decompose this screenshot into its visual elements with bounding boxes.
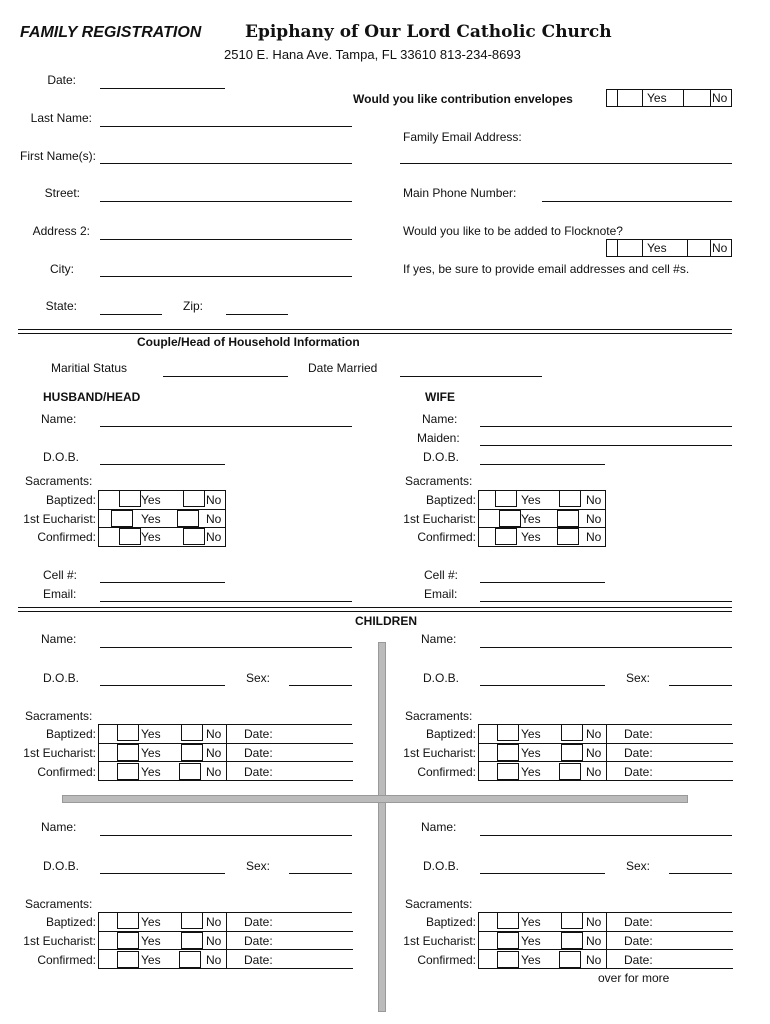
first-names-field[interactable]: [100, 163, 352, 164]
no-label: No: [586, 512, 602, 526]
children-horizontal-divider: [62, 795, 688, 803]
child-block-3: [0, 820, 385, 980]
street-field[interactable]: [100, 201, 352, 202]
church-name: Epiphany of Our Lord Catholic Church: [245, 22, 612, 42]
date-label: Date:: [624, 953, 653, 967]
yes-label: Yes: [141, 512, 161, 526]
child-sex-label: Sex:: [246, 671, 271, 685]
child-2-confirmed-no[interactable]: [559, 763, 581, 780]
husband-dob-label: D.O.B.: [43, 450, 80, 464]
husband-eucharist-label: 1st Eucharist:: [23, 512, 96, 526]
wife-confirmed-label: Confirmed:: [417, 530, 476, 544]
wife-cell-field[interactable]: [480, 582, 605, 583]
child-name-label: Name:: [421, 632, 457, 646]
child-2-baptized-yes[interactable]: [497, 724, 519, 741]
no-label: No: [206, 512, 222, 526]
last-name-field[interactable]: [100, 126, 352, 127]
street-label: Street:: [44, 186, 80, 200]
child-2-eucharist-yes[interactable]: [497, 744, 519, 761]
child-2-dob-field[interactable]: [480, 685, 605, 686]
husband-baptized-yes[interactable]: [119, 490, 141, 507]
child-3-sacrament-grid: [98, 912, 352, 969]
no-label: No: [586, 953, 602, 967]
marital-status-field[interactable]: [163, 376, 288, 377]
child-4-dob-field[interactable]: [480, 873, 605, 874]
wife-sacraments-label: Sacraments:: [405, 474, 473, 488]
child-3-sex-field[interactable]: [289, 873, 352, 874]
child-dob-label: D.O.B.: [423, 671, 460, 685]
child-4-confirmed-yes[interactable]: [497, 951, 519, 968]
no-label: No: [206, 746, 222, 760]
child-3-dob-field[interactable]: [100, 873, 225, 874]
husband-eucharist-no[interactable]: [177, 510, 199, 527]
yes-label: Yes: [521, 746, 541, 760]
date-label: Date:: [624, 727, 653, 741]
date-married-label: Date Married: [308, 361, 378, 375]
wife-baptized-label: Baptized:: [425, 493, 476, 507]
flocknote-no-label: No: [712, 241, 728, 255]
husband-heading: HUSBAND/HEAD: [43, 390, 141, 404]
no-label: No: [206, 530, 222, 544]
husband-name-field[interactable]: [100, 426, 352, 427]
address2-field[interactable]: [100, 239, 352, 240]
date-label: Date:: [624, 934, 653, 948]
no-label: No: [586, 530, 602, 544]
child-1-dob-field[interactable]: [100, 685, 225, 686]
date-label: Date:: [244, 727, 273, 741]
husband-baptized-label: Baptized:: [45, 493, 96, 507]
zip-label: Zip:: [183, 299, 204, 313]
wife-name-field[interactable]: [480, 426, 732, 427]
child-1-confirmed-yes[interactable]: [117, 763, 139, 780]
no-label: No: [586, 493, 602, 507]
city-label: City:: [50, 262, 74, 276]
child-confirmed-label: Confirmed:: [37, 953, 96, 967]
husband-sacraments-label: Sacraments:: [25, 474, 93, 488]
child-3-eucharist-no[interactable]: [181, 932, 203, 949]
email-field[interactable]: [400, 163, 732, 164]
child-3-name-field[interactable]: [100, 835, 352, 836]
no-label: No: [586, 746, 602, 760]
child-2-sex-field[interactable]: [669, 685, 732, 686]
yes-label: Yes: [141, 765, 161, 779]
husband-cell-label: Cell #:: [43, 568, 78, 582]
flocknote-question: Would you like to be added to Flocknote?: [403, 224, 623, 238]
phone-field[interactable]: [542, 201, 732, 202]
wife-confirmed-yes[interactable]: [495, 528, 517, 545]
no-label: No: [586, 934, 602, 948]
wife-baptized-yes[interactable]: [495, 490, 517, 507]
wife-heading: WIFE: [425, 390, 455, 404]
wife-eucharist-label: 1st Eucharist:: [403, 512, 476, 526]
wife-baptized-no[interactable]: [559, 490, 581, 507]
child-name-label: Name:: [421, 820, 457, 834]
child-4-eucharist-no[interactable]: [561, 932, 583, 949]
child-4-name-field[interactable]: [480, 835, 732, 836]
child-3-eucharist-yes[interactable]: [117, 932, 139, 949]
child-confirmed-label: Confirmed:: [417, 765, 476, 779]
husband-eucharist-yes[interactable]: [111, 510, 133, 527]
no-label: No: [586, 765, 602, 779]
no-label: No: [206, 934, 222, 948]
flocknote-yes-checkbox[interactable]: [617, 239, 643, 257]
child-1-baptized-no[interactable]: [181, 724, 203, 741]
child-baptized-label: Baptized:: [45, 727, 96, 741]
phone-label: Main Phone Number:: [403, 186, 517, 200]
no-label: No: [206, 915, 222, 929]
child-baptized-label: Baptized:: [425, 915, 476, 929]
child-sacraments-label: Sacraments:: [405, 709, 473, 723]
yes-label: Yes: [141, 530, 161, 544]
child-3-confirmed-yes[interactable]: [117, 951, 139, 968]
child-dob-label: D.O.B.: [43, 859, 80, 873]
child-4-confirmed-no[interactable]: [559, 951, 581, 968]
no-label: No: [206, 493, 222, 507]
child-2-baptized-no[interactable]: [561, 724, 583, 741]
wife-cell-label: Cell #:: [424, 568, 459, 582]
wife-dob-label: D.O.B.: [423, 450, 460, 464]
child-2-sacrament-grid: [478, 724, 732, 781]
child-dob-label: D.O.B.: [423, 859, 460, 873]
children-divider: [18, 607, 732, 612]
child-block-4: [380, 820, 765, 980]
flocknote-no-checkbox[interactable]: [687, 239, 711, 257]
yes-label: Yes: [141, 915, 161, 929]
wife-maiden-field[interactable]: [480, 445, 732, 446]
date-field[interactable]: [100, 88, 225, 89]
first-names-label: First Name(s):: [20, 149, 96, 163]
child-4-baptized-no[interactable]: [561, 912, 583, 929]
no-label: No: [586, 915, 602, 929]
child-sex-label: Sex:: [626, 859, 651, 873]
husband-baptized-no[interactable]: [183, 490, 205, 507]
child-sacraments-label: Sacraments:: [25, 709, 93, 723]
child-1-eucharist-no[interactable]: [181, 744, 203, 761]
envelopes-yes-label: Yes: [647, 91, 667, 105]
date-label: Date:: [624, 915, 653, 929]
child-name-label: Name:: [41, 632, 77, 646]
child-sex-label: Sex:: [246, 859, 271, 873]
yes-label: Yes: [521, 512, 541, 526]
last-name-label: Last Name:: [30, 111, 92, 125]
child-sex-label: Sex:: [626, 671, 651, 685]
yes-label: Yes: [521, 953, 541, 967]
child-3-baptized-yes[interactable]: [117, 912, 139, 929]
child-1-confirmed-no[interactable]: [179, 763, 201, 780]
children-section-title: CHILDREN: [355, 614, 417, 628]
child-4-baptized-yes[interactable]: [497, 912, 519, 929]
city-field[interactable]: [100, 276, 352, 277]
child-3-baptized-no[interactable]: [181, 912, 203, 929]
child-confirmed-label: Confirmed:: [37, 765, 96, 779]
date-label: Date:: [624, 746, 653, 760]
husband-cell-field[interactable]: [100, 582, 225, 583]
child-1-sacrament-grid: [98, 724, 352, 781]
husband-confirmed-label: Confirmed:: [37, 530, 96, 544]
no-label: No: [206, 765, 222, 779]
state-field[interactable]: [100, 314, 162, 315]
child-baptized-label: Baptized:: [425, 727, 476, 741]
child-1-baptized-yes[interactable]: [117, 724, 139, 741]
husband-name-label: Name:: [41, 412, 77, 426]
child-1-name-field[interactable]: [100, 647, 352, 648]
husband-email-label: Email:: [43, 587, 77, 601]
child-2-name-field[interactable]: [480, 647, 732, 648]
child-2-confirmed-yes[interactable]: [497, 763, 519, 780]
yes-label: Yes: [141, 727, 161, 741]
child-eucharist-label: 1st Eucharist:: [403, 746, 476, 760]
yes-label: Yes: [141, 493, 161, 507]
envelopes-no-label: No: [712, 91, 728, 105]
yes-label: Yes: [521, 765, 541, 779]
wife-maiden-label: Maiden:: [417, 431, 460, 445]
wife-dob-field[interactable]: [480, 464, 605, 465]
church-address: 2510 E. Hana Ave. Tampa, FL 33610 813-234-8693: [224, 47, 521, 62]
child-baptized-label: Baptized:: [45, 915, 96, 929]
form-title: FAMILY REGISTRATION: [20, 24, 202, 41]
wife-email-field[interactable]: [480, 601, 732, 602]
date-label: Date:: [47, 73, 76, 87]
yes-label: Yes: [141, 746, 161, 760]
flocknote-note: If yes, be sure to provide email addresses and cell #s.: [403, 262, 690, 276]
wife-eucharist-yes[interactable]: [499, 510, 521, 527]
yes-label: Yes: [521, 530, 541, 544]
flocknote-yes-label: Yes: [647, 241, 667, 255]
child-confirmed-label: Confirmed:: [417, 953, 476, 967]
no-label: No: [586, 727, 602, 741]
child-3-confirmed-no[interactable]: [179, 951, 201, 968]
date-label: Date:: [244, 765, 273, 779]
wife-confirmed-no[interactable]: [557, 528, 579, 545]
over-for-more: over for more: [598, 971, 670, 985]
date-married-field[interactable]: [400, 376, 542, 377]
date-label: Date:: [244, 934, 273, 948]
yes-label: Yes: [141, 934, 161, 948]
marital-status-label: Maritial Status: [51, 361, 128, 375]
yes-label: Yes: [521, 934, 541, 948]
husband-email-field[interactable]: [100, 601, 352, 602]
child-4-sacrament-grid: [478, 912, 732, 969]
husband-confirmed-yes[interactable]: [119, 528, 141, 545]
date-label: Date:: [244, 746, 273, 760]
flocknote-choice: [606, 239, 732, 257]
envelopes-yes-checkbox[interactable]: [617, 89, 643, 107]
state-label: State:: [45, 299, 77, 313]
couple-section-title: Couple/Head of Household Information: [137, 335, 360, 349]
section-divider: [18, 329, 732, 334]
zip-field[interactable]: [226, 314, 288, 315]
wife-email-label: Email:: [424, 587, 458, 601]
child-dob-label: D.O.B.: [43, 671, 80, 685]
yes-label: Yes: [521, 727, 541, 741]
child-sacraments-label: Sacraments:: [25, 897, 93, 911]
child-eucharist-label: 1st Eucharist:: [23, 934, 96, 948]
child-4-sex-field[interactable]: [669, 873, 732, 874]
husband-sacrament-grid: [98, 490, 226, 547]
child-eucharist-label: 1st Eucharist:: [403, 934, 476, 948]
husband-dob-field[interactable]: [100, 464, 225, 465]
yes-label: Yes: [141, 953, 161, 967]
address2-label: Address 2:: [32, 224, 90, 238]
child-block-1: [0, 632, 385, 792]
child-1-sex-field[interactable]: [289, 685, 352, 686]
child-block-2: [380, 632, 765, 792]
no-label: No: [206, 727, 222, 741]
yes-label: Yes: [521, 493, 541, 507]
yes-label: Yes: [521, 915, 541, 929]
date-label: Date:: [624, 765, 653, 779]
child-sacraments-label: Sacraments:: [405, 897, 473, 911]
wife-sacrament-grid: [478, 490, 606, 547]
date-label: Date:: [244, 953, 273, 967]
wife-eucharist-no[interactable]: [557, 510, 579, 527]
envelopes-no-checkbox[interactable]: [683, 89, 711, 107]
child-2-eucharist-no[interactable]: [561, 744, 583, 761]
envelopes-question: Would you like contribution envelopes: [353, 92, 573, 106]
date-label: Date:: [244, 915, 273, 929]
child-1-eucharist-yes[interactable]: [117, 744, 139, 761]
husband-confirmed-no[interactable]: [183, 528, 205, 545]
child-eucharist-label: 1st Eucharist:: [23, 746, 96, 760]
child-4-eucharist-yes[interactable]: [497, 932, 519, 949]
envelopes-choice: [606, 89, 732, 107]
child-name-label: Name:: [41, 820, 77, 834]
wife-name-label: Name:: [422, 412, 458, 426]
no-label: No: [206, 953, 222, 967]
email-label: Family Email Address:: [403, 130, 522, 144]
